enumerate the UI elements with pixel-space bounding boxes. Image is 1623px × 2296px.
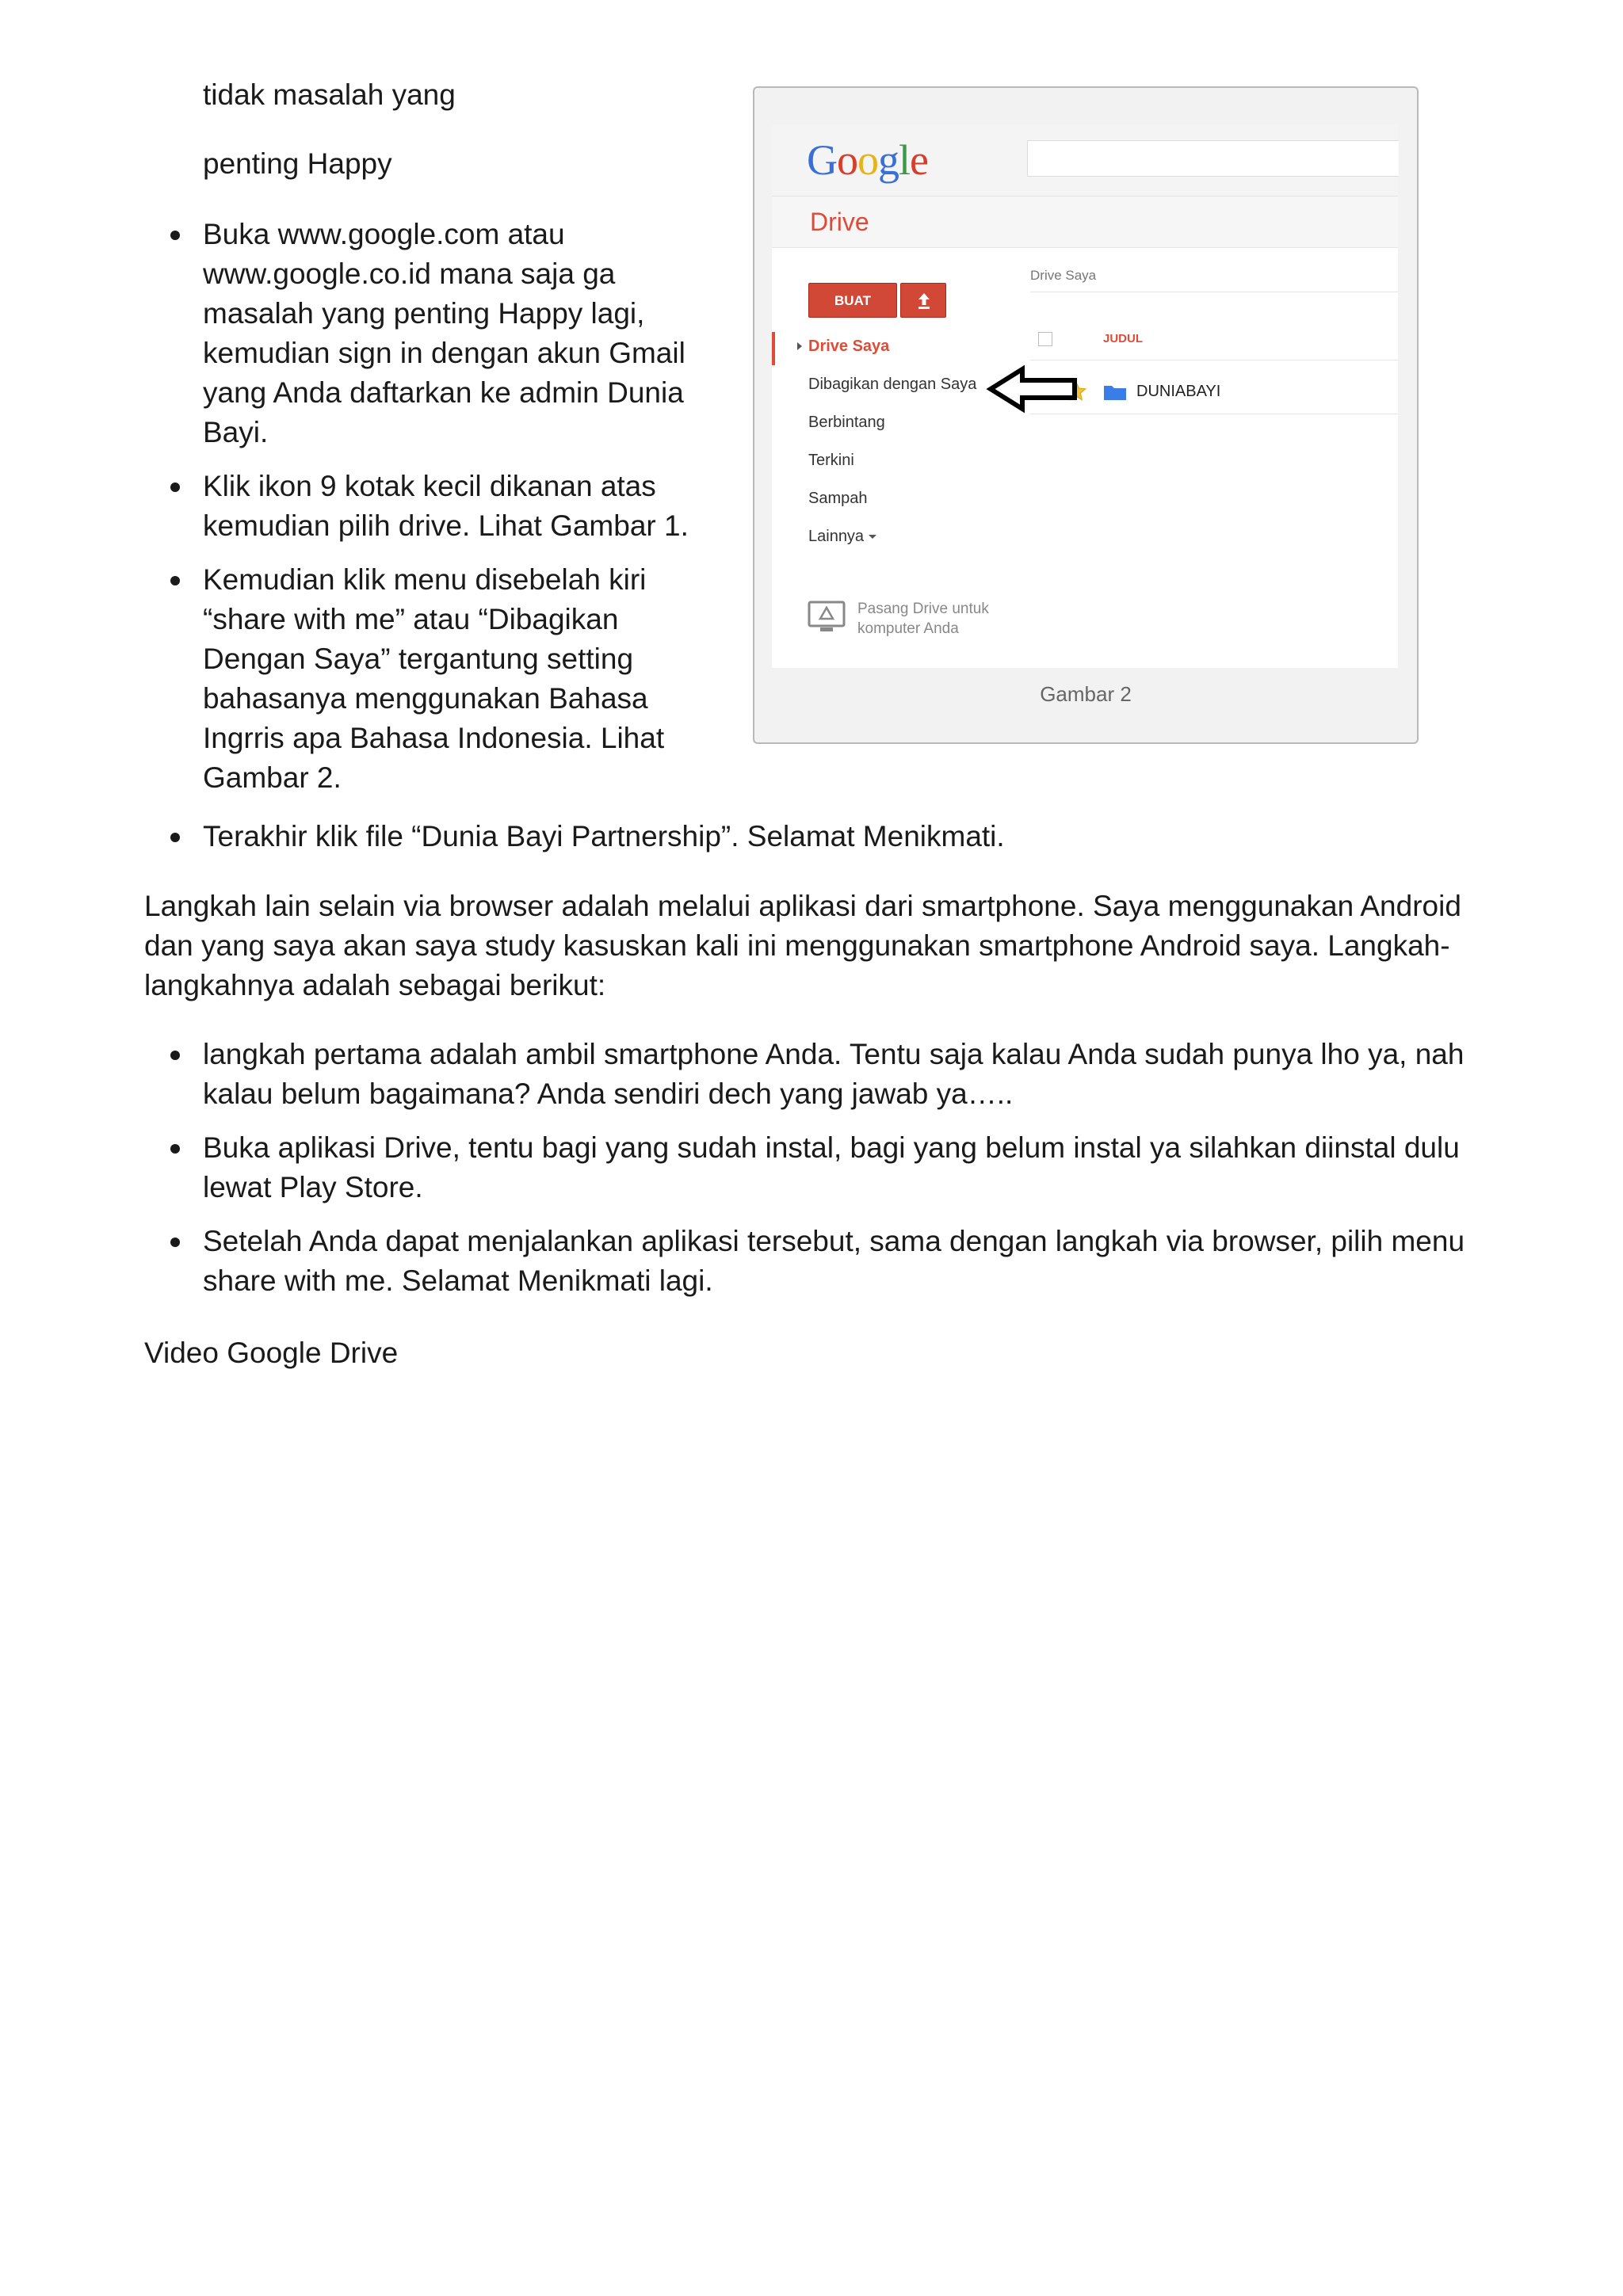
list-item: Kemudian klik menu disebelah kiri “share with me” atau “Dibagikan Dengan Saya” tergantung setting bahasanya menggunakan Bahasa Ingrris apa Bahasa Indonesia. Lihat Gambar 2. — [144, 560, 715, 798]
chevron-down-icon — [869, 535, 876, 539]
pointer-arrow-icon — [986, 364, 1081, 414]
figure-gambar-2 — [753, 86, 1419, 744]
drive-label: Drive — [810, 208, 869, 236]
intro-line-1: tidak masalah yang — [203, 78, 456, 111]
column-header-title[interactable]: JUDUL — [1103, 332, 1144, 345]
sidebar-item-terkini[interactable]: Terkini — [808, 452, 854, 469]
drive-title-bar — [772, 196, 1398, 248]
list-item: Klik ikon 9 kotak kecil dikanan atas kemudian pilih drive. Lihat Gambar 1. — [144, 467, 715, 546]
sidebar-item-sampah[interactable]: Sampah — [808, 490, 868, 507]
video-section-title: Video Google Drive — [144, 1337, 399, 1369]
active-nav-indicator — [772, 332, 775, 365]
computer-icon — [807, 600, 846, 635]
intro-line-2: penting Happy — [203, 147, 392, 180]
list-item: Buka aplikasi Drive, tentu bagi yang sudah instal, bagi yang belum instal ya silahkan diinstal dulu lewat Play Store. — [144, 1128, 1507, 1207]
list-item: langkah pertama adalah ambil smartphone Anda. Tentu saja kalau Anda sudah punya lho ya, nah kalau belum bagaimana? Anda sendiri dech yang jawab ya….. — [144, 1035, 1507, 1114]
google-header — [772, 124, 1398, 196]
drive-screenshot — [772, 124, 1398, 668]
create-button[interactable]: BUAT — [808, 283, 897, 318]
sidebar-item-dibagikan[interactable]: Dibagikan dengan Saya — [808, 376, 977, 393]
google-logo: Google — [807, 136, 928, 184]
expand-caret-icon[interactable] — [797, 342, 802, 350]
upload-button[interactable] — [900, 283, 946, 318]
search-input[interactable] — [1027, 140, 1399, 177]
list-item: Terakhir klik file “Dunia Bayi Partnership”. Selamat Menikmati. — [144, 817, 1491, 856]
browser-steps-list — [144, 215, 715, 812]
sidebar-item-lainnya[interactable]: Lainnya — [808, 526, 876, 547]
sidebar-item-berbintang[interactable]: Berbintang — [808, 414, 885, 431]
list-item: Buka www.google.com atau www.google.co.id mana saja ga masalah yang penting Happy lagi, kemudian sign in dengan akun Gmail yang Anda daftarkan ke admin Dunia Bayi. — [144, 215, 715, 452]
file-name-duniabayi[interactable]: DUNIABAYI — [1136, 383, 1221, 400]
install-drive-link[interactable]: Pasang Drive untuk komputer Anda — [857, 601, 989, 637]
sidebar-item-drive-saya[interactable]: Drive Saya — [808, 338, 890, 355]
browser-steps-list-continued — [144, 817, 1491, 856]
upload-icon — [916, 292, 932, 311]
android-steps-list — [144, 1035, 1507, 1315]
breadcrumb: Drive Saya — [1030, 268, 1097, 283]
folder-icon — [1103, 383, 1127, 401]
select-all-checkbox[interactable] — [1038, 332, 1052, 346]
figure-caption: Gambar 2 — [1040, 682, 1132, 706]
list-item: Setelah Anda dapat menjalankan aplikasi tersebut, sama dengan langkah via browser, pilih menu share with me. Selamat Menikmati lagi. — [144, 1222, 1507, 1301]
android-paragraph: Langkah lain selain via browser adalah melalui aplikasi dari smartphone. Saya menggunakan Android dan yang saya akan saya study kasuskan kali ini menggunakan smartphone Android saya. Langkah-langkahnya adalah sebagai berikut: — [144, 890, 1461, 1001]
